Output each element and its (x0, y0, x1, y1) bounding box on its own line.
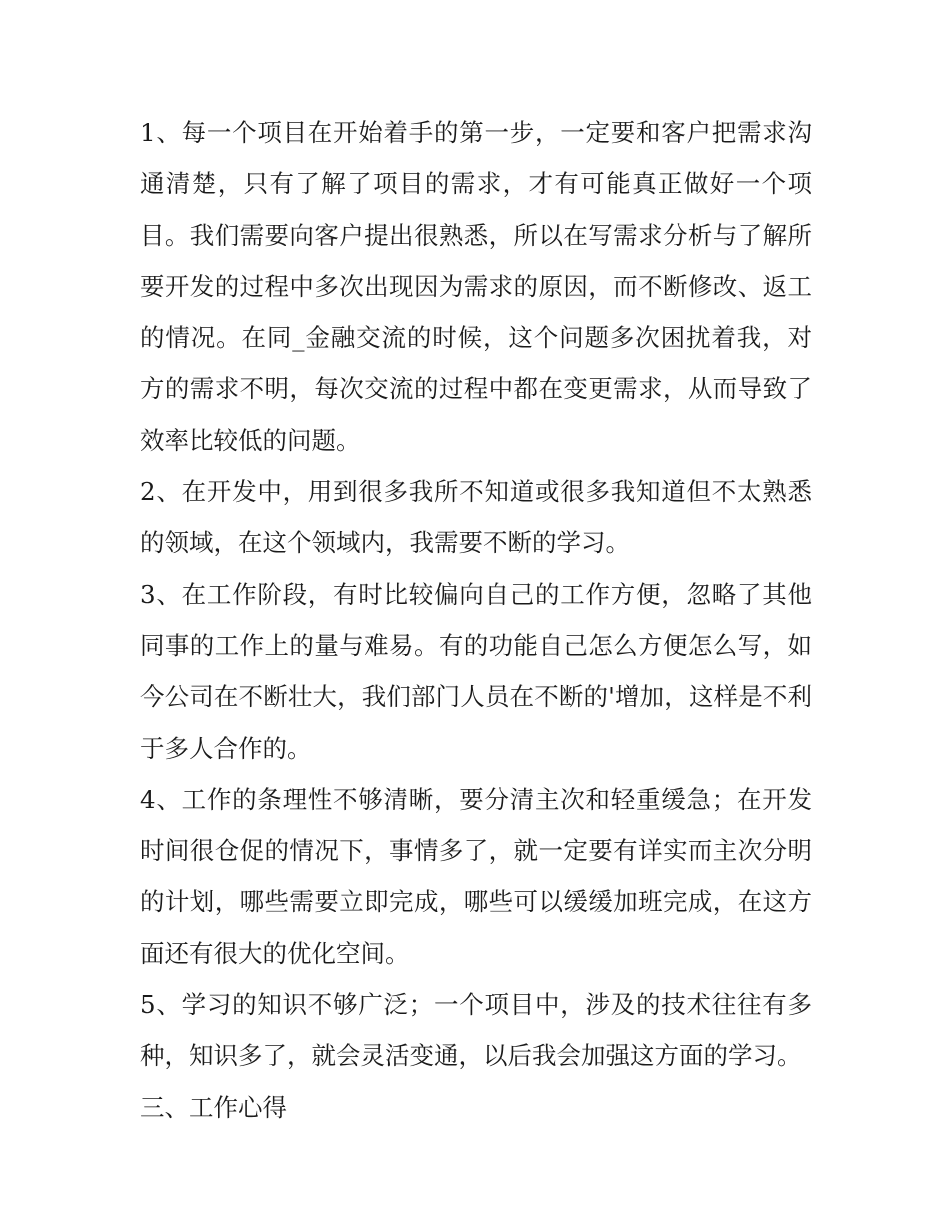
paragraph-teamwork: 3、在工作阶段，有时比较偏向自己的工作方便，忽略了其他同事的工作上的量与难易。有的功能自己怎么方便怎么写，如今公司在不断壮大，我们部门人员在不断的'增加，这样是不利于多人合作的。 (140, 579, 812, 763)
paragraph-learning: 2、在开发中，用到很多我所不知道或很多我知道但不太熟悉的领域，在这个领域内，我需要不断的学习。 (140, 477, 812, 558)
section-heading-work-insights: 三、工作心得 (140, 1092, 287, 1122)
document-body (140, 107, 812, 1133)
paragraph-requirements: 1、每一个项目在开始着手的第一步，一定要和客户把需求沟通清楚，只有了解了项目的需求，才有可能真正做好一个项目。我们需要向客户提出很熟悉，所以在写需求分析与了解所要开发的过程中多次出现因为需求的原因，而不断修改、返工的情况。在同_金融交流的时候，这个问题多次困扰着我，对方的需求不明，每次交流的过程中都在变更需求，从而导致了效率比较低的问题。 (140, 118, 812, 455)
paragraph-organization: 4、工作的条理性不够清晰，要分清主次和轻重缓急；在开发时间很仓促的情况下，事情多了，就一定要有详实而主次分明的计划，哪些需要立即完成，哪些可以缓缓加班完成，在这方面还有很大的优化空间。 (140, 784, 812, 968)
paragraph-knowledge: 5、学习的知识不够广泛；一个项目中，涉及的技术往往有多种，知识多了，就会灵活变通，以后我会加强这方面的学习。 (140, 990, 812, 1071)
